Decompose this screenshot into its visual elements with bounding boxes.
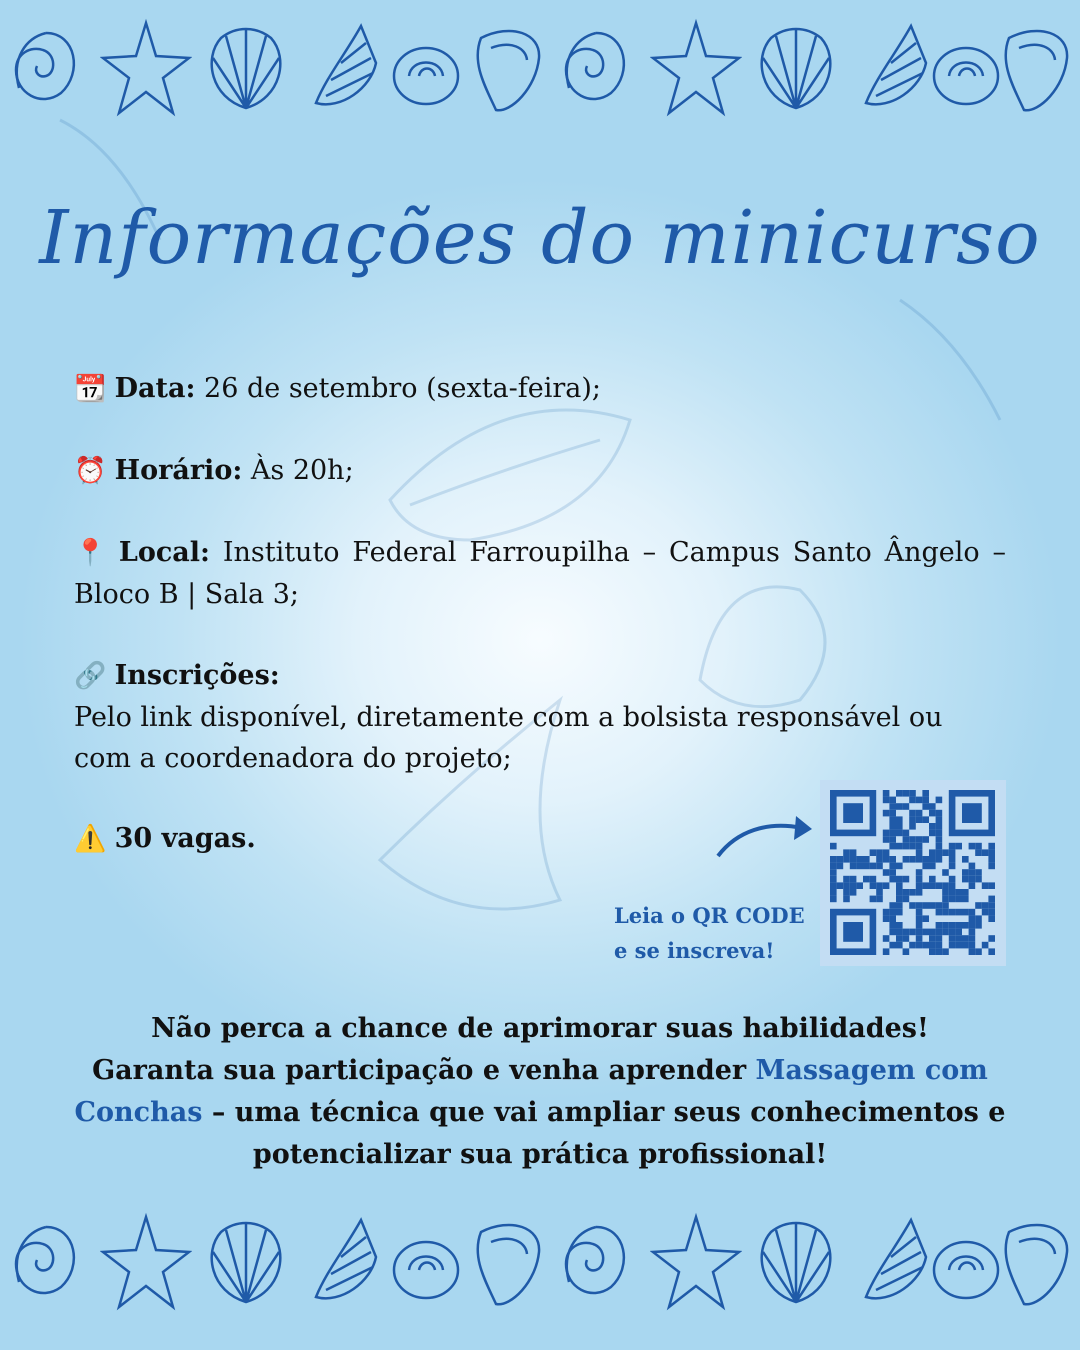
cta-line2-prefix: Garanta sua participação e venha aprender — [92, 1055, 756, 1086]
nautilus-shell-icon — [0, 1212, 92, 1312]
registration-label: Inscrições: — [114, 660, 280, 691]
conch-shell-icon — [988, 1212, 1080, 1312]
alarm-clock-icon: ⏰ — [74, 456, 107, 486]
scallop-shell-icon — [750, 18, 842, 118]
bottom-shell-border — [0, 1202, 1080, 1322]
conch-shell-icon — [460, 18, 552, 118]
starfish-icon — [650, 1212, 742, 1312]
spiral-shell-icon — [300, 1212, 392, 1312]
cta-highlight: Massagem com Conchas — [74, 1055, 988, 1128]
spiral-shell-icon — [300, 18, 392, 118]
page-title: Informações do minicurso — [39, 195, 1041, 281]
scallop-shell-icon — [750, 1212, 842, 1312]
round-shell-icon — [380, 18, 472, 118]
starfish-icon — [100, 1212, 192, 1312]
location-value: Instituto Federal Farroupilha – Campus Santo Ângelo – Bloco B | Sala 3; — [74, 537, 1006, 610]
pin-icon: 📍 — [74, 538, 107, 568]
nautilus-shell-icon — [550, 18, 642, 118]
registration-block — [74, 655, 1006, 779]
registration-value: Pelo link disponível, diretamente com a bolsista responsável ou com a coordenadora do projeto; — [74, 702, 943, 774]
qr-caption-line1: Leia o QR CODE — [614, 903, 805, 928]
nautilus-shell-icon — [550, 1212, 642, 1312]
curved-arrow-icon — [712, 806, 822, 866]
warning-icon: ⚠️ — [74, 824, 107, 854]
top-shell-border — [0, 8, 1080, 128]
cta-line1: Não perca a chance de aprimorar suas habilidades! — [151, 1013, 929, 1044]
date-value: 26 de setembro (sexta-feira); — [204, 373, 602, 404]
scallop-shell-icon — [200, 1212, 292, 1312]
location-row — [74, 532, 1006, 615]
location-label: Local: — [118, 537, 210, 568]
conch-shell-icon — [988, 18, 1080, 118]
qr-code[interactable] — [820, 780, 1006, 966]
starfish-icon — [650, 18, 742, 118]
calendar-icon: 📆 — [74, 374, 107, 404]
time-label: Horário: — [114, 455, 243, 486]
qr-caption — [614, 898, 814, 968]
spots-label: 30 vagas. — [114, 823, 256, 854]
date-label: Data: — [114, 373, 196, 404]
date-row — [74, 368, 1006, 410]
time-row — [74, 450, 1006, 492]
cta-line2-suffix: – uma técnica que vai ampliar seus conhecimentos e potencializar sua prática profissional! — [202, 1097, 1006, 1170]
link-icon: 🔗 — [74, 661, 107, 691]
conch-shell-icon — [460, 1212, 552, 1312]
qr-caption-line2: e se inscreva! — [614, 938, 775, 963]
nautilus-shell-icon — [0, 18, 92, 118]
starfish-icon — [100, 18, 192, 118]
round-shell-icon — [380, 1212, 472, 1312]
time-value: Às 20h; — [250, 455, 354, 486]
call-to-action — [60, 1008, 1020, 1176]
cta-line2 — [60, 1050, 1020, 1176]
scallop-shell-icon — [200, 18, 292, 118]
